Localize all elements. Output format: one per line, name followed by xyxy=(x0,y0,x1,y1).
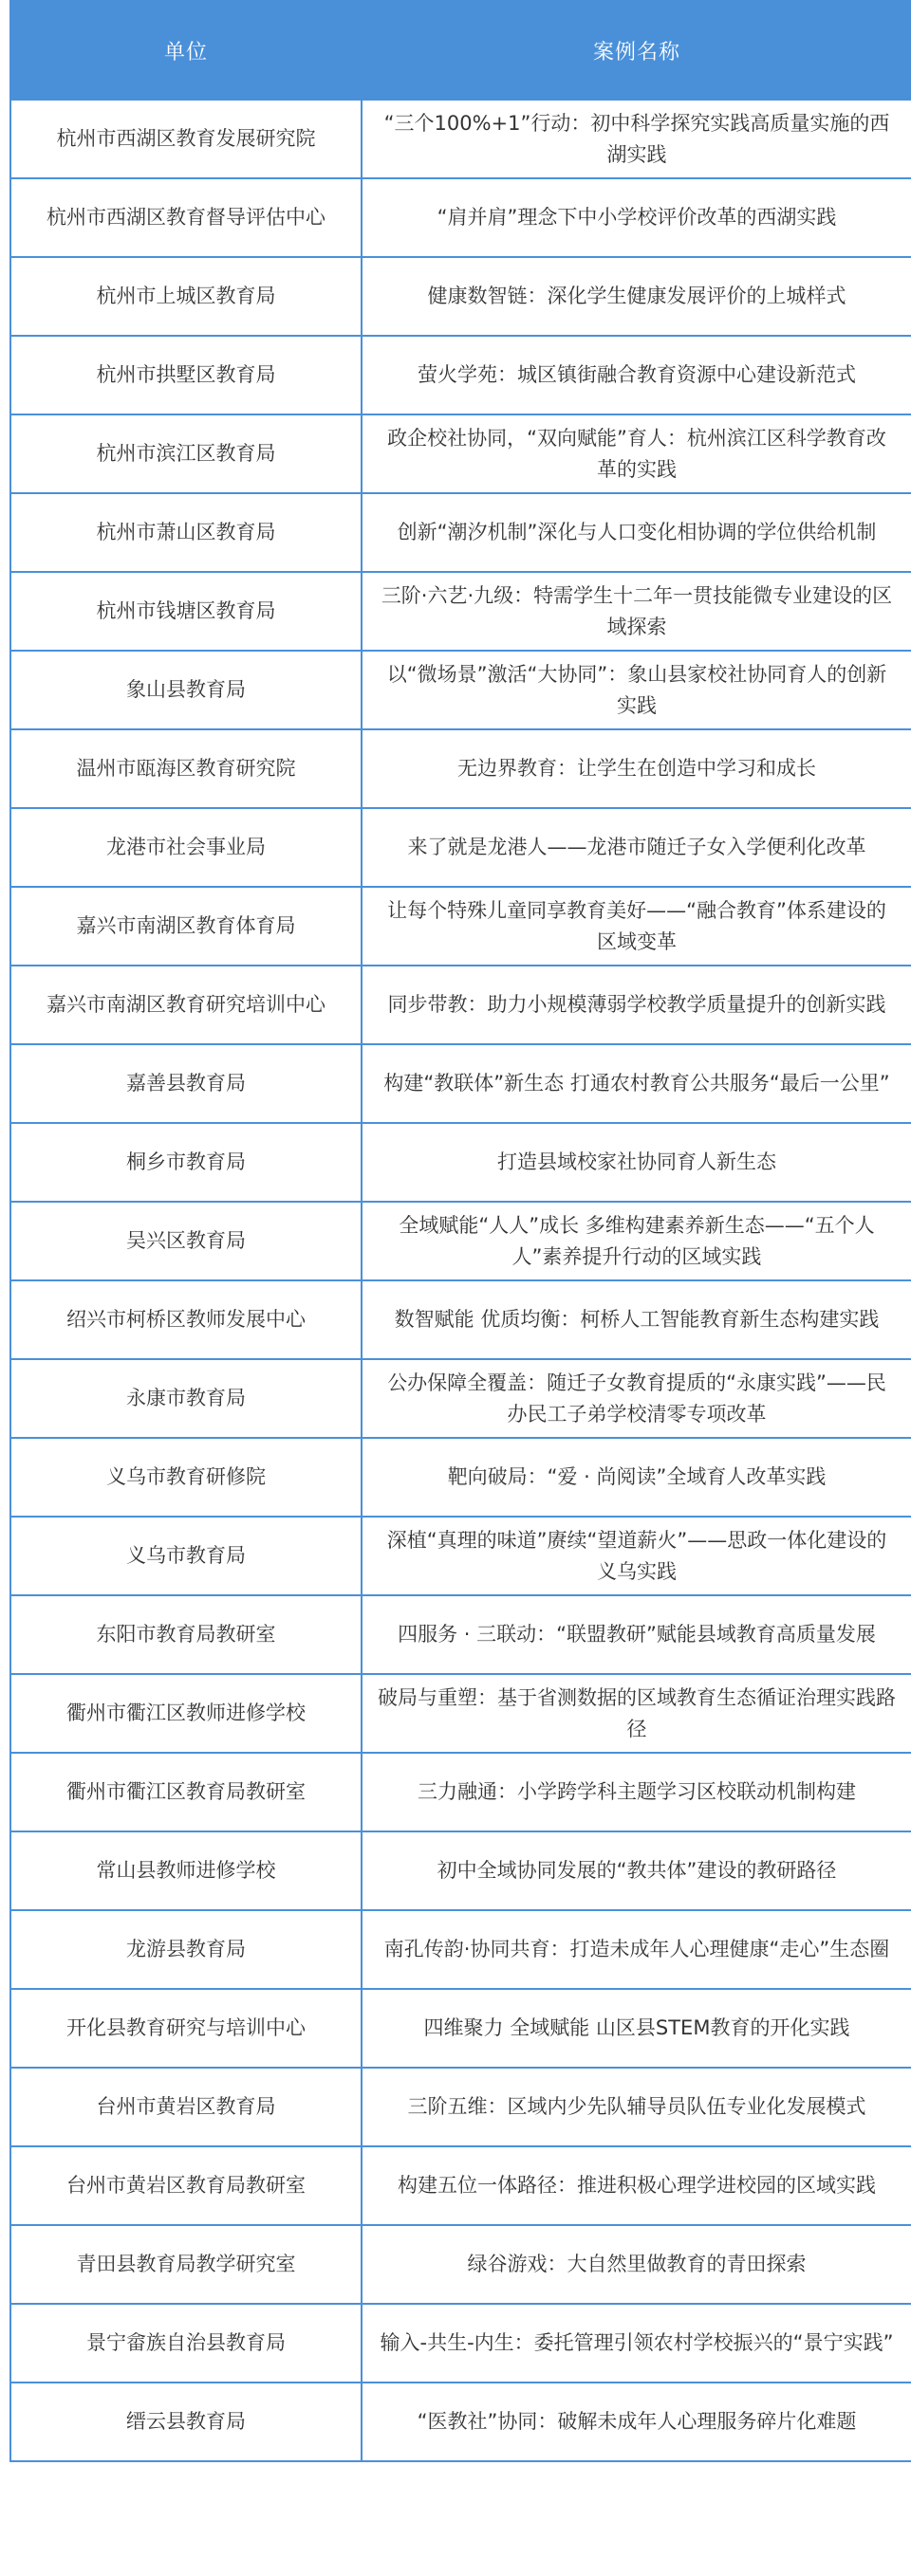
unit-cell: 桐乡市教育局 xyxy=(10,1123,362,1202)
case-name-cell: 萤火学苑：城区镇街融合教育资源中心建设新范式 xyxy=(362,336,911,414)
unit-cell: 杭州市西湖区教育发展研究院 xyxy=(10,100,362,178)
case-name-cell: 南孔传韵·协同共育：打造未成年人心理健康“走心”生态圈 xyxy=(362,1910,911,1989)
unit-cell: 温州市瓯海区教育研究院 xyxy=(10,729,362,808)
table-row xyxy=(10,414,911,493)
case-list-table xyxy=(9,0,911,2462)
table-row xyxy=(10,493,911,572)
case-name-cell: 三阶五维：区域内少先队辅导员队伍专业化发展模式 xyxy=(362,2068,911,2146)
table-row xyxy=(10,1359,911,1438)
table-header xyxy=(10,1,911,100)
unit-cell: 龙港市社会事业局 xyxy=(10,808,362,887)
case-name-cell: 绿谷游戏：大自然里做教育的青田探索 xyxy=(362,2225,911,2304)
unit-cell: 常山县教师进修学校 xyxy=(10,1831,362,1910)
unit-cell: 吴兴区教育局 xyxy=(10,1202,362,1280)
unit-cell: 杭州市钱塘区教育局 xyxy=(10,572,362,651)
unit-cell: 龙游县教育局 xyxy=(10,1910,362,1989)
table-row xyxy=(10,1123,911,1202)
table-row xyxy=(10,729,911,808)
case-name-cell: 构建五位一体路径：推进积极心理学进校园的区域实践 xyxy=(362,2146,911,2225)
table-row xyxy=(10,178,911,257)
table-row xyxy=(10,1044,911,1123)
unit-cell: 衢州市衢江区教师进修学校 xyxy=(10,1674,362,1753)
case-name-cell: 创新“潮汐机制”深化与人口变化相协调的学位供给机制 xyxy=(362,493,911,572)
table-row xyxy=(10,1910,911,1989)
table-row xyxy=(10,1517,911,1595)
table-row xyxy=(10,1280,911,1359)
table-row xyxy=(10,1595,911,1674)
table-row xyxy=(10,2146,911,2225)
table-row xyxy=(10,1753,911,1831)
table-row xyxy=(10,100,911,178)
table-row xyxy=(10,257,911,336)
table-body xyxy=(10,100,911,2461)
case-name-cell: 三力融通：小学跨学科主题学习区校联动机制构建 xyxy=(362,1753,911,1831)
unit-cell: 义乌市教育研修院 xyxy=(10,1438,362,1517)
case-name-cell: 公办保障全覆盖：随迁子女教育提质的“永康实践”——民办民工子弟学校清零专项改革 xyxy=(362,1359,911,1438)
unit-cell: 杭州市滨江区教育局 xyxy=(10,414,362,493)
table-row xyxy=(10,336,911,414)
table-row xyxy=(10,808,911,887)
unit-cell: 杭州市上城区教育局 xyxy=(10,257,362,336)
unit-cell: 青田县教育局教学研究室 xyxy=(10,2225,362,2304)
case-name-cell: 输入-共生-内生：委托管理引领农村学校振兴的“景宁实践” xyxy=(362,2304,911,2383)
table-row xyxy=(10,651,911,729)
unit-cell: 杭州市西湖区教育督导评估中心 xyxy=(10,178,362,257)
unit-cell: 义乌市教育局 xyxy=(10,1517,362,1595)
table-row xyxy=(10,1831,911,1910)
case-name-cell: 四维聚力 全域赋能 山区县STEM教育的开化实践 xyxy=(362,1989,911,2068)
header-unit: 单位 xyxy=(10,1,362,100)
table-row xyxy=(10,1438,911,1517)
unit-cell: 杭州市拱墅区教育局 xyxy=(10,336,362,414)
table-row xyxy=(10,2068,911,2146)
table-row xyxy=(10,1202,911,1280)
case-name-cell: 四服务 · 三联动：“联盟教研”赋能县域教育高质量发展 xyxy=(362,1595,911,1674)
case-name-cell: 全域赋能“人人”成长 多维构建素养新生态——“五个人人”素养提升行动的区域实践 xyxy=(362,1202,911,1280)
unit-cell: 嘉兴市南湖区教育研究培训中心 xyxy=(10,966,362,1044)
case-name-cell: 打造县域校家社协同育人新生态 xyxy=(362,1123,911,1202)
unit-cell: 杭州市萧山区教育局 xyxy=(10,493,362,572)
case-name-cell: 数智赋能 优质均衡：柯桥人工智能教育新生态构建实践 xyxy=(362,1280,911,1359)
case-name-cell: 三阶·六艺·九级：特需学生十二年一贯技能微专业建设的区域探索 xyxy=(362,572,911,651)
case-name-cell: 让每个特殊儿童同享教育美好——“融合教育”体系建设的区域变革 xyxy=(362,887,911,966)
table-row xyxy=(10,1674,911,1753)
case-name-cell: 初中全域协同发展的“教共体”建设的教研路径 xyxy=(362,1831,911,1910)
case-name-cell: 靶向破局：“爱 · 尚阅读”全域育人改革实践 xyxy=(362,1438,911,1517)
unit-cell: 开化县教育研究与培训中心 xyxy=(10,1989,362,2068)
case-name-cell: 健康数智链：深化学生健康发展评价的上城样式 xyxy=(362,257,911,336)
case-name-cell: “肩并肩”理念下中小学校评价改革的西湖实践 xyxy=(362,178,911,257)
unit-cell: 象山县教育局 xyxy=(10,651,362,729)
table-row xyxy=(10,2304,911,2383)
unit-cell: 台州市黄岩区教育局 xyxy=(10,2068,362,2146)
header-row xyxy=(10,1,911,100)
unit-cell: 东阳市教育局教研室 xyxy=(10,1595,362,1674)
header-case-name: 案例名称 xyxy=(362,1,911,100)
case-name-cell: “三个100%+1”行动：初中科学探究实践高质量实施的西湖实践 xyxy=(362,100,911,178)
table-row xyxy=(10,2225,911,2304)
case-name-cell: 来了就是龙港人——龙港市随迁子女入学便利化改革 xyxy=(362,808,911,887)
unit-cell: 台州市黄岩区教育局教研室 xyxy=(10,2146,362,2225)
unit-cell: 嘉兴市南湖区教育体育局 xyxy=(10,887,362,966)
unit-cell: 嘉善县教育局 xyxy=(10,1044,362,1123)
unit-cell: 景宁畲族自治县教育局 xyxy=(10,2304,362,2383)
table-row xyxy=(10,887,911,966)
case-name-cell: 同步带教：助力小规模薄弱学校教学质量提升的创新实践 xyxy=(362,966,911,1044)
case-name-cell: 深植“真理的味道”赓续“望道薪火”——思政一体化建设的义乌实践 xyxy=(362,1517,911,1595)
unit-cell: 衢州市衢江区教育局教研室 xyxy=(10,1753,362,1831)
unit-cell: 永康市教育局 xyxy=(10,1359,362,1438)
case-name-cell: 以“微场景”激活“大协同”：象山县家校社协同育人的创新实践 xyxy=(362,651,911,729)
table-row xyxy=(10,1989,911,2068)
table-row xyxy=(10,966,911,1044)
case-name-cell: “医教社”协同：破解未成年人心理服务碎片化难题 xyxy=(362,2383,911,2461)
table-row xyxy=(10,572,911,651)
case-name-cell: 无边界教育：让学生在创造中学习和成长 xyxy=(362,729,911,808)
table-row xyxy=(10,2383,911,2461)
unit-cell: 缙云县教育局 xyxy=(10,2383,362,2461)
unit-cell: 绍兴市柯桥区教师发展中心 xyxy=(10,1280,362,1359)
case-name-cell: 构建“教联体”新生态 打通农村教育公共服务“最后一公里” xyxy=(362,1044,911,1123)
case-name-cell: 政企校社协同，“双向赋能”育人：杭州滨江区科学教育改革的实践 xyxy=(362,414,911,493)
case-name-cell: 破局与重塑：基于省测数据的区域教育生态循证治理实践路径 xyxy=(362,1674,911,1753)
